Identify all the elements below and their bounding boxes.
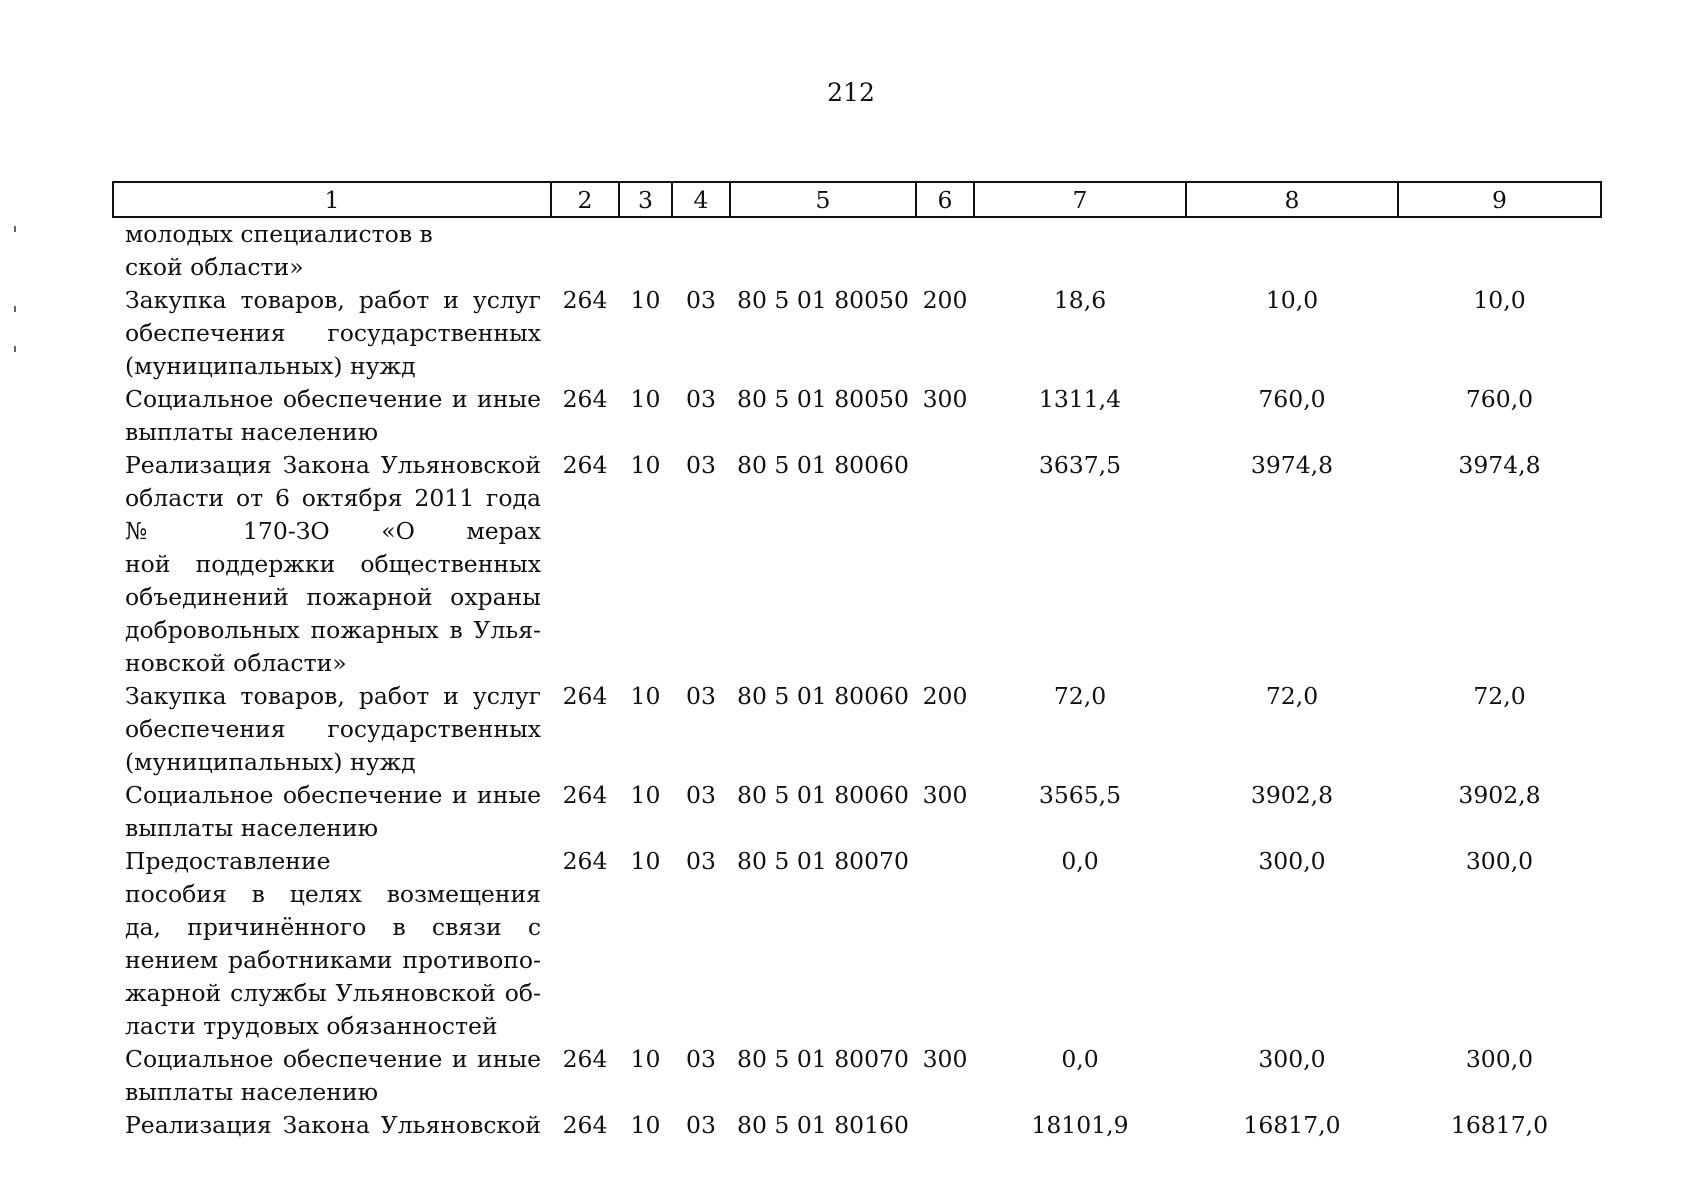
cell-c9: 3902,8: [1458, 781, 1541, 809]
row-name-line: обеспечения государственных: [125, 319, 541, 347]
cell-c8: 72,0: [1265, 682, 1319, 710]
cell-c4: 03: [686, 1045, 716, 1073]
row-name-line: Социальное обеспечение и иные: [125, 385, 541, 413]
cell-c9: 760,0: [1465, 385, 1534, 413]
budget-table: [112, 181, 1602, 1142]
table-row: [113, 449, 1601, 680]
row-name-cell: [113, 779, 551, 845]
header-cell-5: 5: [730, 182, 916, 217]
cell-c5: 80 5 01 80070: [737, 847, 909, 875]
table-row: [113, 680, 1601, 779]
row-name-line: нением работниками противопо-: [125, 946, 541, 974]
row-name-cell: [113, 1109, 551, 1142]
row-name-line: молодых специалистов в: [125, 220, 433, 248]
row-name-line: выплаты населению: [125, 814, 379, 842]
row-name-line: выплаты населению: [125, 1078, 379, 1106]
row-name-line: ласти трудовых обязанностей: [125, 1012, 498, 1040]
row-name-line: ской области»: [125, 253, 304, 281]
cell-c4: 03: [686, 451, 716, 479]
row-name-line: да, причинённого в связи с: [125, 913, 541, 941]
header-cell-6: 6: [916, 182, 974, 217]
header-cell-3: 3: [619, 182, 672, 217]
row-name-line: Предоставление: [125, 847, 331, 875]
cell-c5: 80 5 01 80050: [737, 286, 909, 314]
cell-c3: 10: [630, 682, 661, 710]
row-name-line: ной поддержки общественных: [125, 550, 541, 578]
cell-c3: 10: [630, 451, 661, 479]
cell-c9: [1398, 217, 1601, 284]
cell-c9: 72,0: [1473, 682, 1526, 710]
cell-c2: 264: [562, 847, 608, 875]
cell-c6: 200: [922, 682, 968, 710]
row-name-line: выплаты населению: [125, 418, 379, 446]
cell-c2: 264: [562, 286, 608, 314]
cell-c9: 300,0: [1465, 1045, 1534, 1073]
header-cell-1: 1: [113, 182, 551, 217]
header-cell-4: 4: [672, 182, 730, 217]
table-row: [113, 217, 1601, 284]
cell-c4: 03: [686, 385, 716, 413]
header-cell-7: 7: [974, 182, 1186, 217]
header-cell-2: 2: [551, 182, 619, 217]
cell-c7: 3565,5: [1038, 781, 1122, 809]
row-name-line: Реализация Закона Ульяновской: [125, 451, 541, 479]
cell-c5: 80 5 01 80060: [737, 781, 909, 809]
cell-c3: 10: [630, 286, 661, 314]
cell-c2: 264: [562, 682, 608, 710]
cell-c5: 80 5 01 80060: [737, 682, 909, 710]
row-name-line: области от 6 октября 2011 года: [125, 484, 541, 512]
table-body: [113, 217, 1601, 1142]
row-name-cell: [113, 284, 551, 383]
cell-c4: 03: [686, 781, 716, 809]
cell-c8: 3902,8: [1250, 781, 1334, 809]
header-row: [113, 182, 1601, 217]
cell-c5: 80 5 01 80160: [737, 1111, 909, 1139]
cell-c6: 300: [922, 1045, 968, 1073]
row-name-line: Социальное обеспечение и иные: [125, 1045, 541, 1073]
table-row: [113, 284, 1601, 383]
cell-c5: 80 5 01 80070: [737, 1045, 909, 1073]
margin-mark: [14, 346, 16, 352]
cell-c8: 16817,0: [1243, 1111, 1341, 1139]
row-name-line: № 170-ЗО «О мерах: [125, 517, 541, 545]
cell-c2: [551, 217, 619, 284]
row-name-line: Реализация Закона Ульяновской: [125, 1111, 541, 1139]
cell-c4: 03: [686, 682, 716, 710]
cell-c6: 200: [922, 286, 968, 314]
cell-c3: 10: [630, 781, 661, 809]
cell-c6: [916, 217, 974, 284]
row-name-line: жарной службы Ульяновской об-: [125, 979, 541, 1007]
table-row: [113, 1109, 1601, 1142]
cell-c2: 264: [562, 1111, 608, 1139]
cell-c2: 264: [562, 451, 608, 479]
cell-c3: 10: [630, 1045, 661, 1073]
row-name-cell: [113, 449, 551, 680]
margin-mark: [14, 306, 16, 312]
cell-c6: 300: [922, 781, 968, 809]
cell-c9: 16817,0: [1450, 1111, 1549, 1139]
cell-c9: 3974,8: [1458, 451, 1541, 479]
row-name-cell: [113, 217, 551, 284]
header-cell-9: 9: [1398, 182, 1601, 217]
cell-c8: 300,0: [1258, 1045, 1326, 1073]
cell-c7: 18101,9: [1031, 1111, 1129, 1139]
cell-c6: [916, 449, 974, 680]
row-name-line: новской области»: [125, 649, 347, 677]
cell-c5: 80 5 01 80060: [737, 451, 909, 479]
cell-c8: 3974,8: [1250, 451, 1334, 479]
cell-c4: [672, 217, 730, 284]
table-row: [113, 845, 1601, 1043]
row-name-cell: [113, 383, 551, 449]
table-row: [113, 779, 1601, 845]
cell-c2: 264: [562, 781, 608, 809]
row-name-line: добровольных пожарных в Улья-: [125, 616, 541, 644]
table-row: [113, 383, 1601, 449]
cell-c5: 80 5 01 80050: [737, 385, 909, 413]
cell-c7: [974, 217, 1186, 284]
page-number-text: 212: [827, 78, 875, 107]
cell-c3: 10: [630, 385, 661, 413]
cell-c3: 10: [630, 847, 661, 875]
cell-c9: 10,0: [1473, 286, 1526, 314]
cell-c8: 760,0: [1258, 385, 1326, 413]
cell-c9: 300,0: [1465, 847, 1534, 875]
cell-c8: 10,0: [1265, 286, 1319, 314]
cell-c6: 300: [922, 385, 968, 413]
row-name-line: обеспечения государственных: [125, 715, 541, 743]
cell-c2: 264: [562, 385, 608, 413]
margin-mark: [14, 226, 16, 232]
row-name-line: (муниципальных) нужд: [125, 748, 416, 776]
cell-c7: 3637,5: [1038, 451, 1122, 479]
cell-c8: 300,0: [1258, 847, 1326, 875]
cell-c4: 03: [686, 847, 716, 875]
cell-c4: 03: [686, 1111, 716, 1139]
header-cell-8: 8: [1186, 182, 1398, 217]
cell-c3: 10: [630, 1111, 661, 1139]
cell-c7: 18,6: [1053, 286, 1107, 314]
cell-c5: [730, 217, 916, 284]
row-name-cell: [113, 845, 551, 1043]
row-name-line: Закупка товаров, работ и услуг: [125, 286, 541, 314]
cell-c7: 72,0: [1053, 682, 1107, 710]
row-name-line: пособия в целях возмещения: [125, 880, 541, 908]
table-row: [113, 1043, 1601, 1109]
row-name-line: Социальное обеспечение и иные: [125, 781, 541, 809]
page-number: [0, 78, 1698, 107]
cell-c2: 264: [562, 1045, 608, 1073]
cell-c7: 1311,4: [1038, 385, 1122, 413]
row-name-cell: [113, 1043, 551, 1109]
cell-c8: [1186, 217, 1398, 284]
row-name-line: (муниципальных) нужд: [125, 352, 416, 380]
row-name-line: объединений пожарной охраны: [125, 583, 541, 611]
cell-c6: [916, 845, 974, 1043]
cell-c3: [619, 217, 672, 284]
cell-c4: 03: [686, 286, 716, 314]
cell-c6: [916, 1109, 974, 1142]
cell-c7: 0,0: [1061, 1045, 1099, 1073]
cell-c7: 0,0: [1061, 847, 1099, 875]
row-name-line: Закупка товаров, работ и услуг: [125, 682, 541, 710]
row-name-cell: [113, 680, 551, 779]
